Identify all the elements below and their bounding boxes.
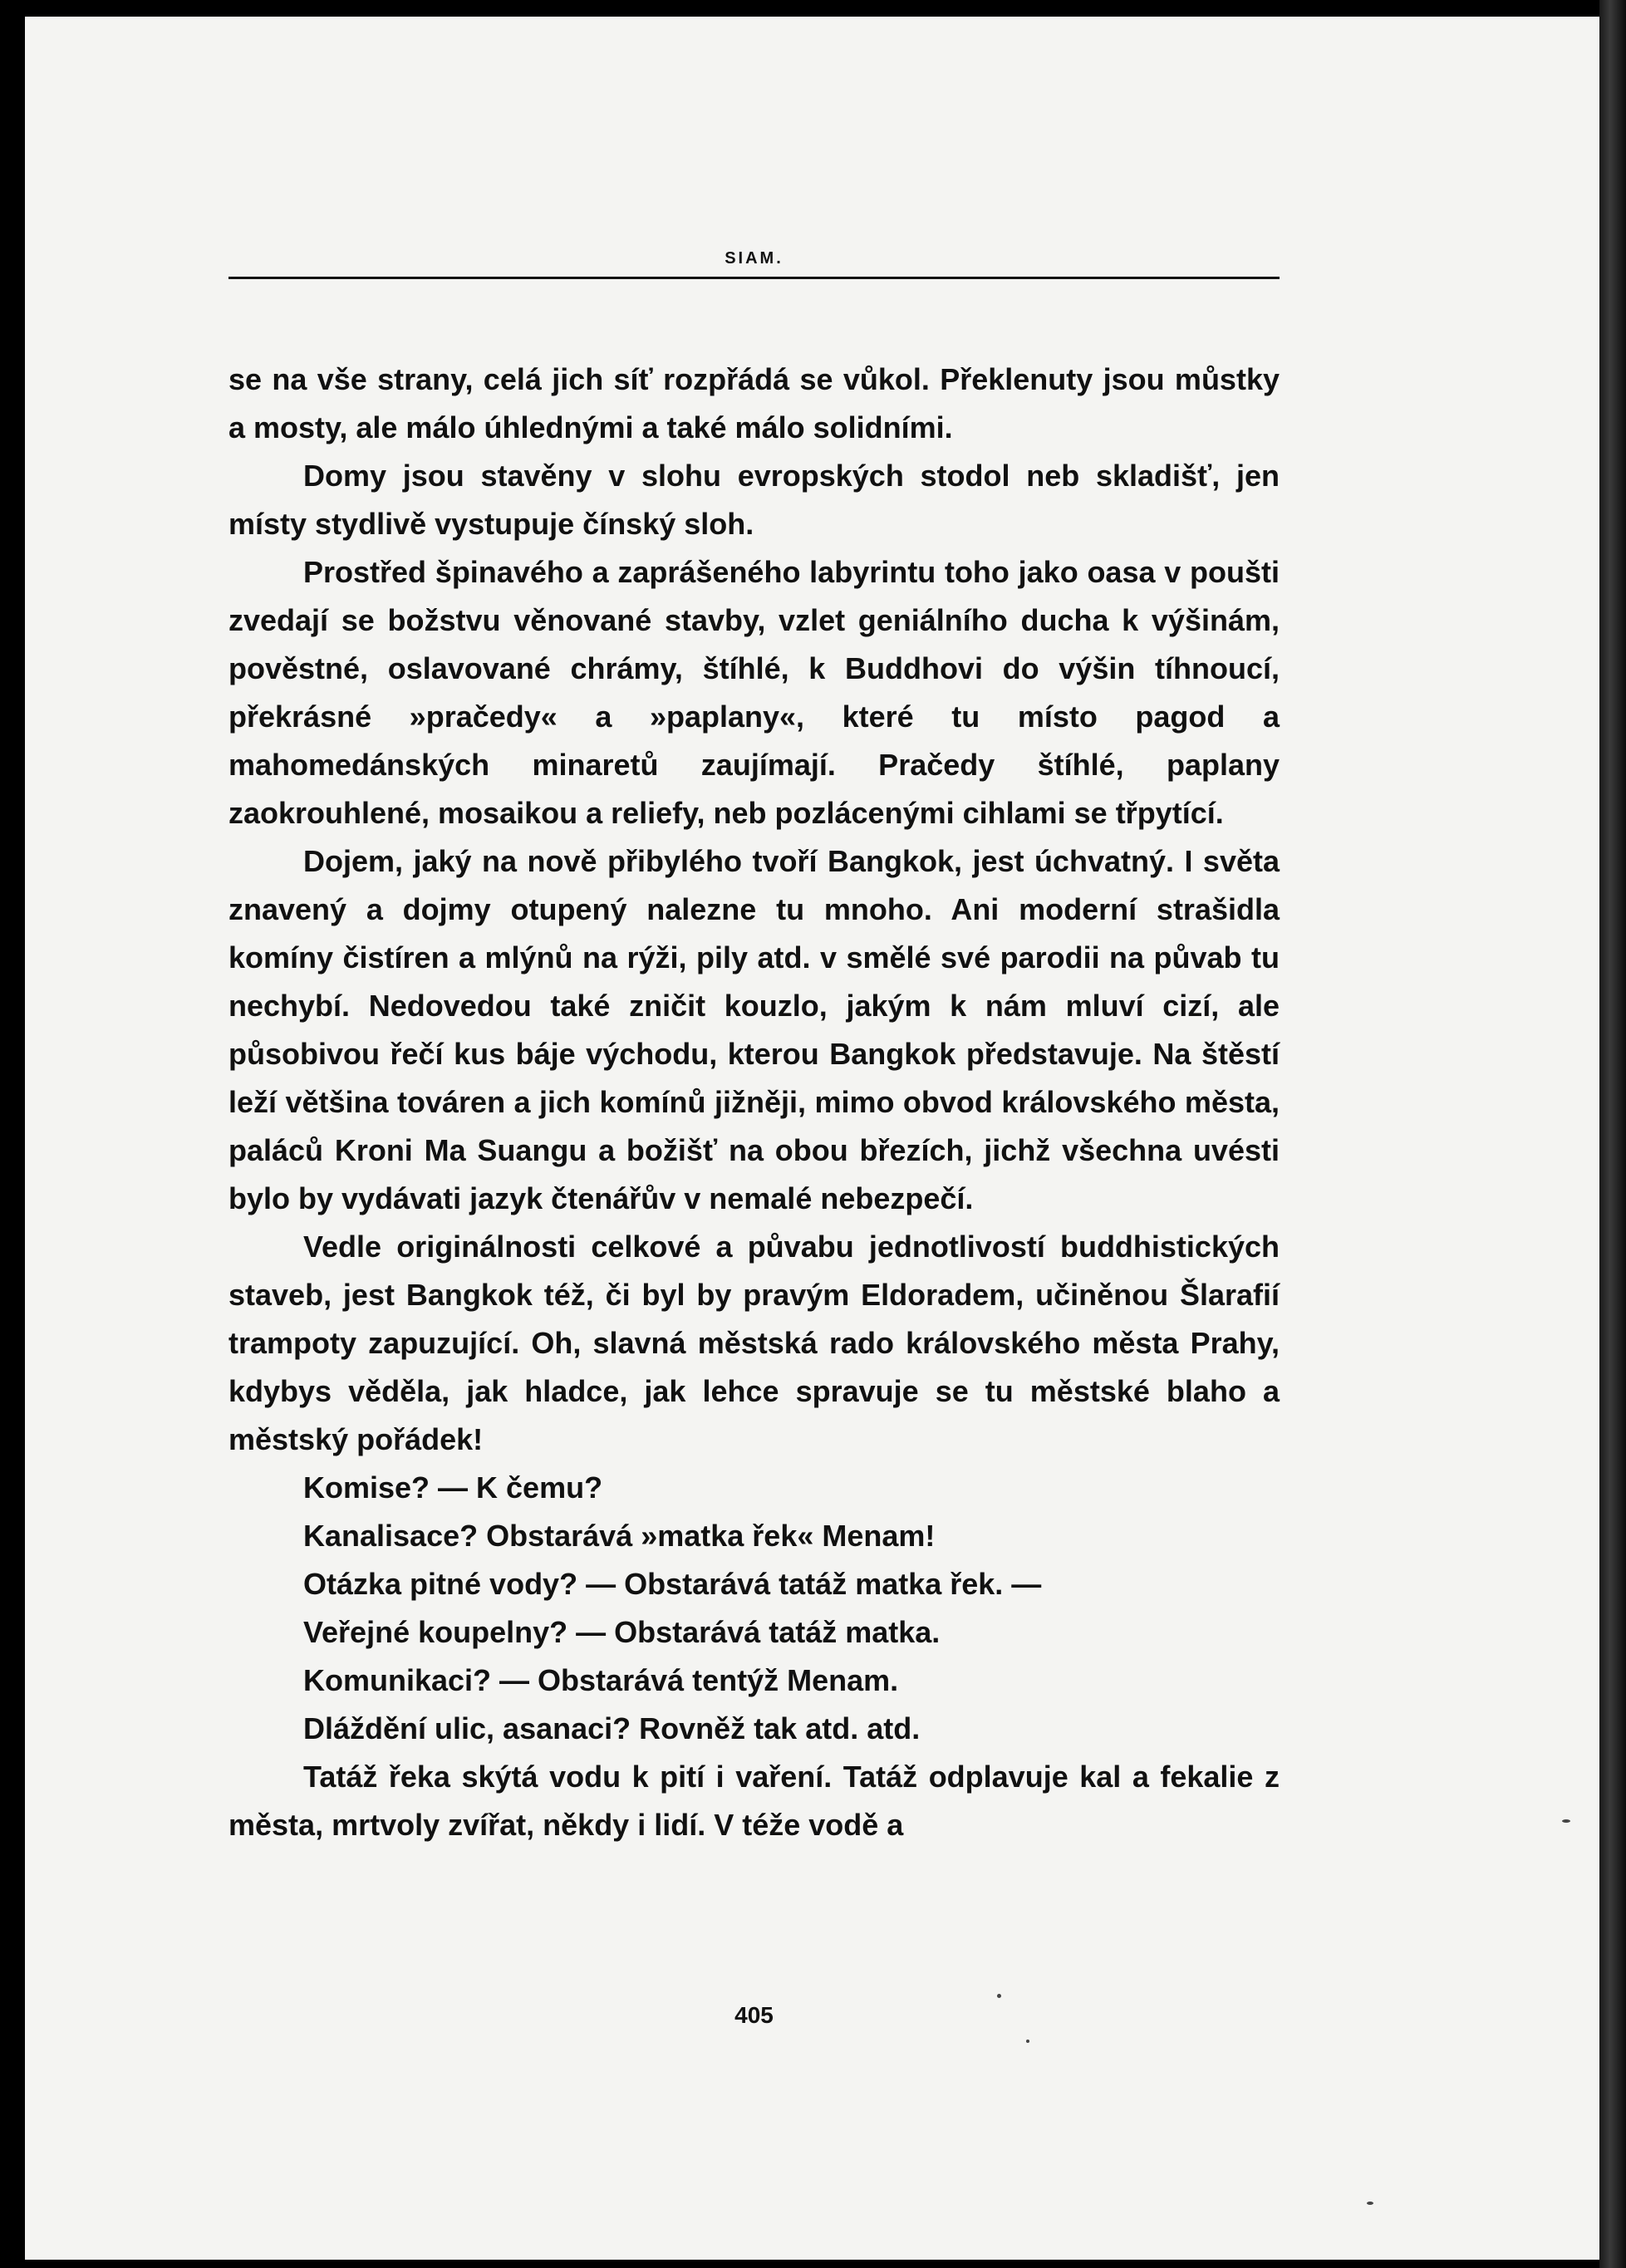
dialog-line: Dláždění ulic, asanaci? Rovněž tak atd. atd. <box>303 1711 921 1745</box>
paragraph: Tatáž řeka skýtá vodu k pití i vaření. Tatáž odplavuje kal a fekalie z města, mrtvoly zvířat, někdy i lidí. V téže vodě a <box>228 1760 1280 1842</box>
dialog-line: Kanalisace? Obstarává »matka řek« Menam! <box>303 1519 936 1553</box>
running-head <box>228 249 1280 268</box>
print-speck <box>1026 2040 1029 2043</box>
dialog-line: Komise? — K čemu? <box>303 1470 603 1505</box>
body-text <box>228 356 1280 1849</box>
dialog-line: Veřejné koupelny? — Obstarává tatáž matka. <box>303 1615 941 1649</box>
paragraph: Domy jsou stavěny v slohu evropských stodol neb skladišť, jen místy stydlivě vystupuje čínský sloh. <box>228 459 1280 541</box>
header-rule <box>228 277 1280 279</box>
dialog-line: Komunikaci? — Obstarává tentýž Menam. <box>303 1663 899 1697</box>
page-number: 405 <box>734 2002 774 2028</box>
paragraph: Vedle originálnosti celkové a půvabu jednotlivostí buddhistických staveb, jest Bangkok též, či byl by pravým Eldoradem, učiněnou Šlarafií trampoty zapuzující. Oh, slavná městská rado královského města Prahy, kdybys věděla, jak hladce, jak lehce spravuje se tu městské blaho a městský pořádek! <box>228 1230 1280 1456</box>
paragraph: Dojem, jaký na nově přibylého tvoří Bangkok, jest úchvatný. I světa znavený a dojmy otupený nalezne tu mnoho. Ani moderní strašidla komíny čistíren a mlýnů na rýži, pily atd. v smělé své parodii na půvab tu nechybí. Nedovedou také zničit kouzlo, jakým k nám mluví cizí, ale působivou řečí kus báje východu, kterou Bangkok představuje. Na štěstí leží většina továren a jich komínů jižněji, mimo obvod královského města, paláců Kroni Ma Suangu a božišť na obou březích, jichž všechna uvésti bylo by vydávati jazyk čtenářův v nemalé nebezpečí. <box>228 844 1280 1215</box>
adjacent-page-edge <box>1599 0 1626 2268</box>
running-head-text: SIAM. <box>725 249 784 268</box>
print-speck <box>1562 1819 1570 1823</box>
paragraph: se na vše strany, celá jich síť rozpřádá se vůkol. Překlenuty jsou můstky a mosty, ale málo úhlednými a také málo solidními. <box>228 362 1280 444</box>
paragraph: Prostřed špinavého a zaprášeného labyrintu toho jako oasa v poušti zvedají se božstvu věnované stavby, vzlet geniálního ducha k výšinám, pověstné, oslavované chrámy, štíhlé, k Buddhovi do výšin tíhnoucí, překrásné »pračedy« a »paplany«, které tu místo pagod a mahomedánských minaretů zaujímají. Pračedy štíhlé, paplany zaokrouhlené, mosaikou a reliefy, neb pozlácenými cihlami se třpytící. <box>228 555 1280 830</box>
dialog-line: Otázka pitné vody? — Obstarává tatáž matka řek. — <box>303 1567 1042 1601</box>
print-speck <box>1367 2202 1373 2205</box>
print-speck <box>997 1994 1001 1998</box>
